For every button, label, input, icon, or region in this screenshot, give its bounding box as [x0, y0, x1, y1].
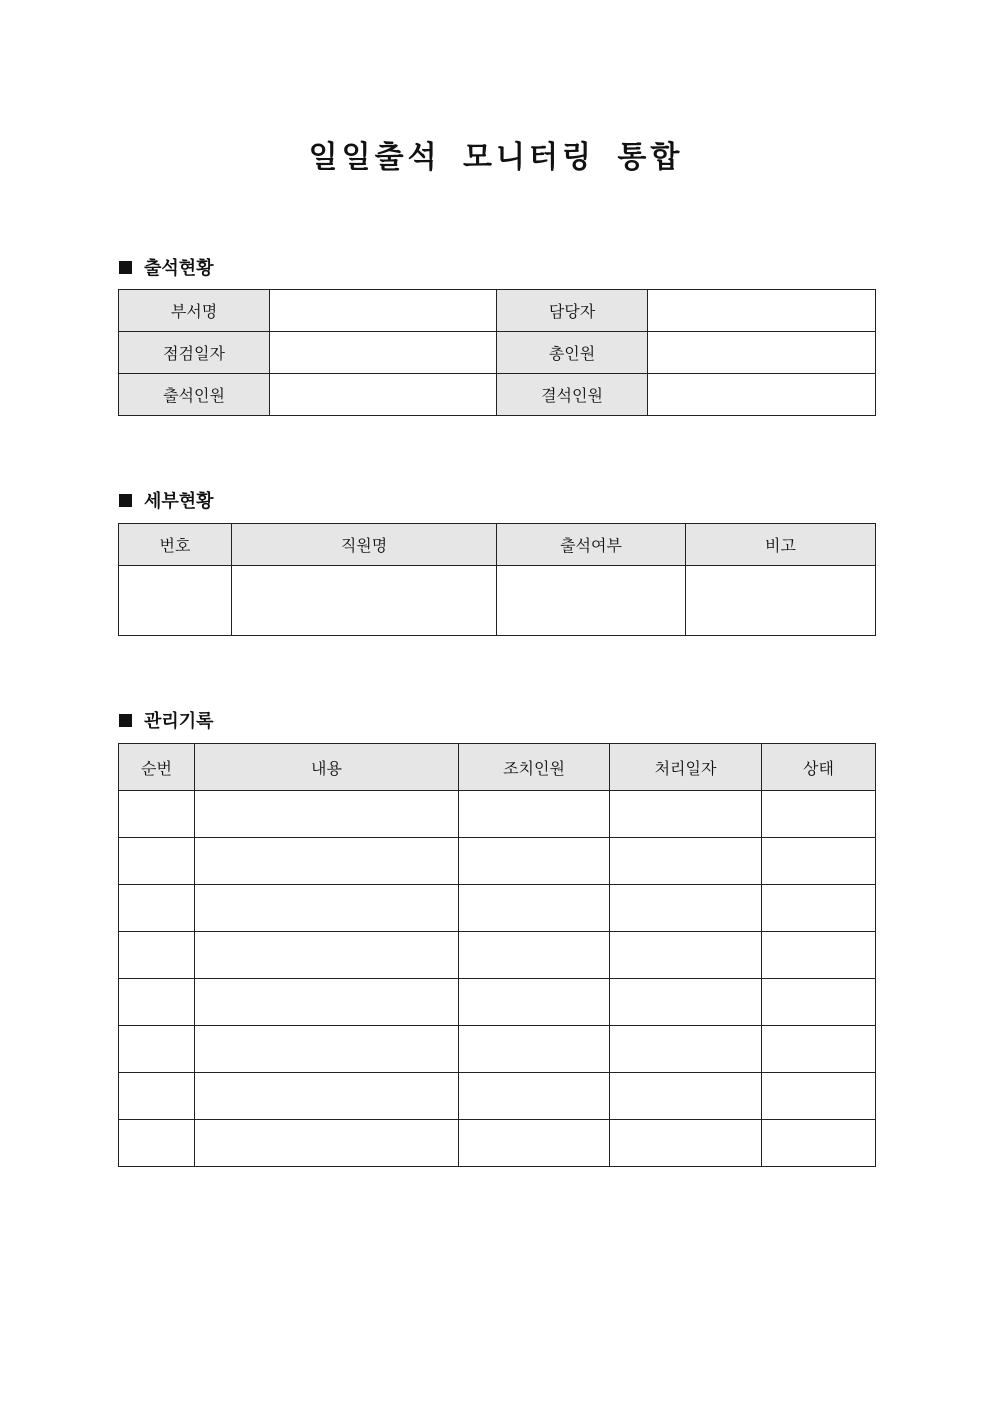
table-cell[interactable]	[119, 885, 195, 932]
table-cell[interactable]	[459, 1120, 610, 1167]
header-row	[119, 744, 876, 791]
table-cell[interactable]	[119, 932, 195, 979]
column-header: 처리일자	[610, 744, 762, 791]
column-header: 조치인원	[459, 744, 610, 791]
section-title: 세부현황	[144, 491, 214, 512]
field-label: 결석인원	[497, 374, 648, 416]
table-cell[interactable]	[459, 1073, 610, 1120]
table-cell[interactable]	[762, 1026, 876, 1073]
table-cell[interactable]	[610, 1120, 762, 1167]
section-heading-records	[119, 707, 214, 733]
table-cell[interactable]	[459, 979, 610, 1026]
table-cell[interactable]	[459, 932, 610, 979]
table-row	[119, 1073, 876, 1120]
table-cell[interactable]	[195, 979, 459, 1026]
field-value[interactable]	[648, 290, 876, 332]
field-value[interactable]	[270, 374, 497, 416]
table-cell[interactable]	[119, 1073, 195, 1120]
document-title: 일일출석 모니터링 통합	[308, 140, 684, 175]
field-value[interactable]	[648, 374, 876, 416]
table-cell[interactable]	[459, 885, 610, 932]
table-row	[119, 791, 876, 838]
table-cell[interactable]	[195, 885, 459, 932]
table-cell[interactable]	[232, 566, 497, 636]
table-cell[interactable]	[762, 932, 876, 979]
table-cell[interactable]	[762, 979, 876, 1026]
table-cell[interactable]	[459, 1026, 610, 1073]
table-cell[interactable]	[195, 838, 459, 885]
table-cell[interactable]	[195, 932, 459, 979]
column-header: 번호	[119, 524, 232, 566]
detail-table	[118, 523, 876, 636]
field-label: 총인원	[497, 332, 648, 374]
table-row	[119, 374, 876, 416]
table-cell[interactable]	[195, 1073, 459, 1120]
table-cell[interactable]	[610, 979, 762, 1026]
column-header: 상태	[762, 744, 876, 791]
table-cell[interactable]	[610, 1073, 762, 1120]
section-heading-attendance	[119, 254, 214, 280]
field-label: 담당자	[497, 290, 648, 332]
table-cell[interactable]	[610, 1026, 762, 1073]
table-cell[interactable]	[195, 791, 459, 838]
column-header: 내용	[195, 744, 459, 791]
section-title: 출석현황	[144, 258, 214, 279]
table-cell[interactable]	[119, 791, 195, 838]
column-header: 비고	[686, 524, 876, 566]
management-records-table	[118, 743, 876, 1167]
section-title: 관리기록	[144, 711, 214, 732]
table-cell[interactable]	[119, 1120, 195, 1167]
table-row	[119, 979, 876, 1026]
table-cell[interactable]	[119, 1026, 195, 1073]
field-value[interactable]	[270, 290, 497, 332]
table-cell[interactable]	[610, 932, 762, 979]
header-row	[119, 524, 876, 566]
table-cell[interactable]	[762, 1120, 876, 1167]
field-label: 출석인원	[119, 374, 270, 416]
table-cell[interactable]	[119, 979, 195, 1026]
table-cell[interactable]	[119, 566, 232, 636]
table-cell[interactable]	[119, 838, 195, 885]
column-header: 출석여부	[497, 524, 686, 566]
table-cell[interactable]	[610, 885, 762, 932]
table-cell[interactable]	[195, 1120, 459, 1167]
table-cell[interactable]	[610, 838, 762, 885]
table-cell[interactable]	[686, 566, 876, 636]
table-row	[119, 932, 876, 979]
table-cell[interactable]	[762, 1073, 876, 1120]
table-cell[interactable]	[459, 838, 610, 885]
table-row	[119, 566, 876, 636]
table-cell[interactable]	[762, 791, 876, 838]
table-cell[interactable]	[459, 791, 610, 838]
table-cell[interactable]	[610, 791, 762, 838]
field-label: 점검일자	[119, 332, 270, 374]
table-cell[interactable]	[762, 885, 876, 932]
table-cell[interactable]	[762, 838, 876, 885]
attendance-summary-table	[118, 289, 876, 416]
table-row	[119, 838, 876, 885]
field-value[interactable]	[270, 332, 497, 374]
square-bullet-icon	[119, 261, 132, 274]
table-row	[119, 290, 876, 332]
field-value[interactable]	[648, 332, 876, 374]
column-header: 직원명	[232, 524, 497, 566]
table-row	[119, 332, 876, 374]
table-cell[interactable]	[195, 1026, 459, 1073]
square-bullet-icon	[119, 494, 132, 507]
square-bullet-icon	[119, 714, 132, 727]
table-row	[119, 1026, 876, 1073]
column-header: 순번	[119, 744, 195, 791]
table-row	[119, 885, 876, 932]
field-label: 부서명	[119, 290, 270, 332]
section-heading-detail	[119, 487, 214, 513]
table-cell[interactable]	[497, 566, 686, 636]
table-row	[119, 1120, 876, 1167]
